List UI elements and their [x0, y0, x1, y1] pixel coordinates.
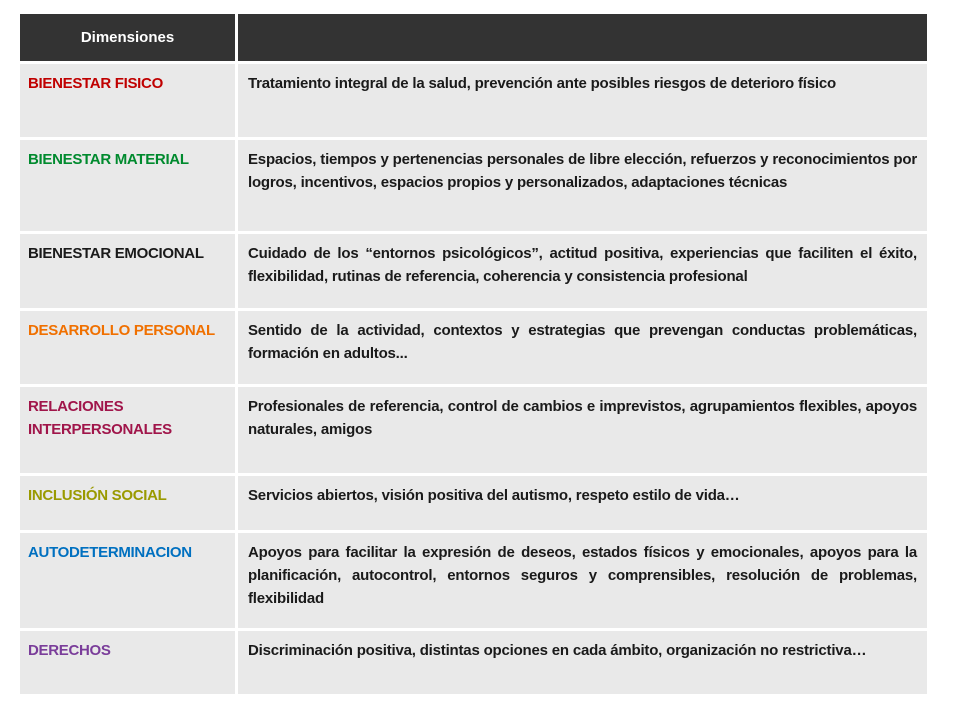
- table-row: [20, 628, 927, 694]
- table-row: [20, 530, 927, 628]
- description-inclusion-social: Servicios abiertos, visión positiva del autismo, respeto estilo de vida…: [238, 473, 927, 530]
- description-desarrollo-personal: Sentido de la actividad, contextos y estrategias que prevengan conductas problemáticas, formación en adultos...: [238, 308, 927, 384]
- table-row: [20, 61, 927, 137]
- dimension-desarrollo-personal: DESARROLLO PERSONAL: [20, 308, 238, 384]
- table-header-row: [20, 14, 927, 61]
- dimensions-table-container: [20, 14, 927, 720]
- dimension-derechos: DERECHOS: [20, 628, 238, 694]
- header-description: [238, 14, 927, 61]
- table-row: [20, 137, 927, 231]
- table-row: [20, 231, 927, 308]
- dimension-bienestar-material: BIENESTAR MATERIAL: [20, 137, 238, 231]
- table-row: [20, 473, 927, 530]
- table-row: [20, 384, 927, 473]
- dimension-bienestar-emocional: BIENESTAR EMOCIONAL: [20, 231, 238, 308]
- description-derechos: Discriminación positiva, distintas opciones en cada ámbito, organización no restrictiva…: [238, 628, 927, 694]
- header-dimensiones: Dimensiones: [20, 14, 238, 61]
- dimensions-table: [20, 14, 927, 694]
- description-bienestar-material: Espacios, tiempos y pertenencias personales de libre elección, refuerzos y reconocimientos por logros, incentivos, espacios propios y personalizados, adaptaciones técnicas: [238, 137, 927, 231]
- description-bienestar-emocional: Cuidado de los “entornos psicológicos”, actitud positiva, experiencias que faciliten el éxito, flexibilidad, rutinas de referencia, coherencia y consistencia profesional: [238, 231, 927, 308]
- dimension-inclusion-social: INCLUSIÓN SOCIAL: [20, 473, 238, 530]
- description-relaciones-interpersonales: Profesionales de referencia, control de cambios e imprevistos, agrupamientos flexibles, apoyos naturales, amigos: [238, 384, 927, 473]
- dimension-bienestar-fisico: BIENESTAR FISICO: [20, 61, 238, 137]
- description-autodeterminacion: Apoyos para facilitar la expresión de deseos, estados físicos y emocionales, apoyos para la planificación, autocontrol, entornos seguros y comprensibles, resolución de problemas, flexibilidad: [238, 530, 927, 628]
- dimension-relaciones-interpersonales: RELACIONES INTERPERSONALES: [20, 384, 238, 473]
- dimension-autodeterminacion: AUTODETERMINACION: [20, 530, 238, 628]
- table-row: [20, 308, 927, 384]
- description-bienestar-fisico: Tratamiento integral de la salud, prevención ante posibles riesgos de deterioro físico: [238, 61, 927, 137]
